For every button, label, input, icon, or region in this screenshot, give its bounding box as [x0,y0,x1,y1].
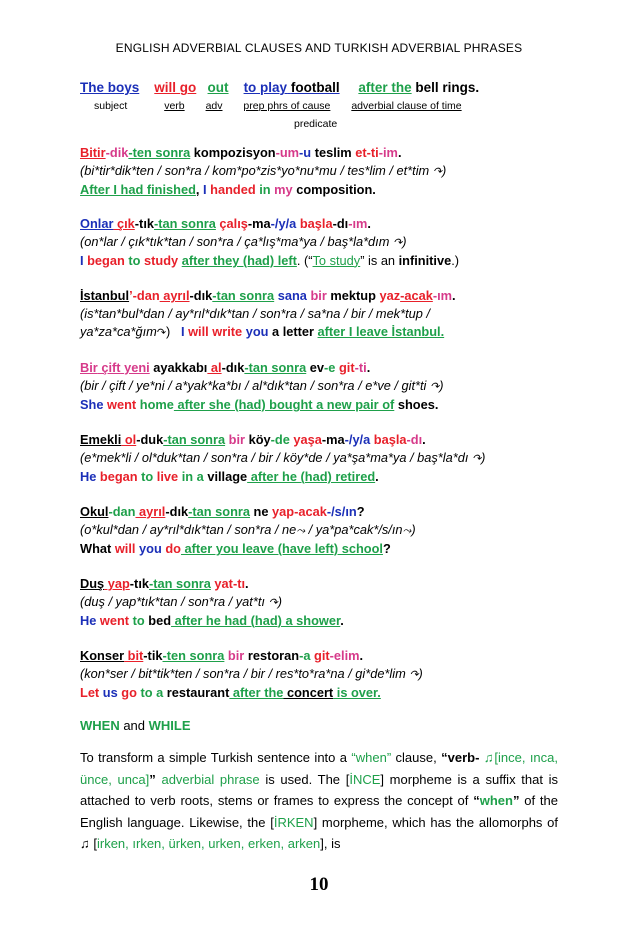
ex5-english: He began to live in a village after he (had) retired. [80,469,379,484]
ex6-turkish: Okul-dan ayrıl-dık-tan sonra ne yap-acak-/s/ın? [80,504,365,519]
ex3-turkish: İstanbul’-dan ayrıl-dık-tan sonra sana bir mektup yaz-acak-ım. [80,288,456,303]
intonation-icon: ↷ [429,381,440,393]
example-2 [80,215,570,270]
page-header: ENGLISH ADVERBIAL CLAUSES AND TURKISH ADVERBIAL PHRASES [115,41,523,55]
ex5-pronunciation: (e*mek*li / ol*duk*tan / son*ra / bir / köy*de / ya*şa*ma*ya / baş*la*dı ↷) [80,449,570,468]
ex8-english: Let us go to a restaurant after the concert is over. [80,685,381,700]
heading-while: WHILE [148,718,191,733]
ex4-turkish: Bir çift yeni ayakkabı al-dık-tan sonra ev-e git-ti. [80,360,371,375]
ex2-pronunciation: (on*lar / çık*tık*tan / son*ra / ça*lış*ma*ya / baş*la*dım ↷) [80,233,570,252]
example-6 [80,503,570,558]
role-clause: adverbial clause of time [351,100,462,112]
example-4 [80,359,570,414]
intonation-icon: ↷ [471,453,482,465]
intonation-icon: ↷ [409,669,419,681]
ex8-pronunciation: (kon*ser / bit*tik*ten / son*ra / bir / res*to*ra*na / gi*de*lim ↷) [80,665,570,684]
intonation-icon: ↷ [392,237,403,249]
intro-sentence [80,79,570,133]
intonation-icon: ↷ [268,597,278,609]
intonation-icon: ↷ [432,166,442,178]
example-7 [80,575,570,630]
example-5 [80,431,570,486]
role-adv: adv [205,100,223,112]
intro-subject: The boys [80,80,140,95]
ex3-pronunciation-1: (is*tan*bul*dan / ay*rıl*dık*tan / son*ra / sa*na / bir / mek*tup / [80,306,430,321]
ex8-turkish: Konser bit-tik-ten sonra bir restoran-a git-elim. [80,648,364,663]
ex2-turkish: Onlar çık-tık-tan sonra çalış-ma-/y/a başla-dı-ım. [80,216,371,231]
ex4-english: She went home after she (had) bought a new pair of shoes. [80,397,439,412]
example-3 [80,287,570,342]
ex1-english: After I had finished, I handed in my composition. [80,182,376,197]
role-predicate: predicate [294,118,338,130]
intro-clause: after the bell rings. [358,80,480,95]
role-cause: prep phrs of cause [243,100,331,112]
example-8 [80,647,570,702]
role-verb: verb [164,100,185,112]
section-heading: WHEN and WHILE [80,718,191,733]
ex2-english: I began to study after they (had) left. (“To study” is an infinitive.) [80,253,460,268]
ex4-pronunciation: (bir / çift / ye*ni / a*yak*ka*bı / al*dık*tan / son*ra / e*ve / git*ti ↷) [80,377,570,396]
ex1-turkish: Bitir-dik-ten sonra kompozisyon-um-u teslim et-ti-im. [80,145,402,160]
ex3-pronunciation-2: ya*za*ca*ğım [80,324,157,339]
heading-when: WHEN [80,718,120,733]
role-subject: subject [94,100,128,112]
body-paragraph: To transform a simple Turkish sentence into a “when” clause, “verb- ♫[ince, ınca, ünce, unca]” adverbial phrase is used. The [İNCE] morpheme is a suffix that is attached to verb roots, stems or frames to express the concept of “when” of the English language. Likewise, the [İRKEN] morpheme, which has the allomorphs of ♫ [irken, ırken, ürken, urken, erken, arken], is [80,750,559,851]
intro-cause: to play football [243,80,340,95]
ex6-english: What will you do after you leave (have left) school? [80,541,391,556]
intonation-icon: ↷ [156,327,167,339]
ex3-english: ya*za*ca*ğım↷) I will write you a letter after I leave İstanbul. [80,323,570,342]
intro-verb: will go [154,80,197,95]
ex7-english: He went to bed after he had (had) a shower. [80,613,344,628]
example-1 [80,144,570,199]
ex7-turkish: Duş yap-tık-tan sonra yat-tı. [80,576,249,591]
intro-adv: out [207,80,229,95]
page-number: 10 [309,874,329,895]
ex6-pronunciation: (o*kul*dan / ay*rıl*dık*tan / son*ra / ne⤳ / ya*pa*cak*/s/ın⤳) [80,521,570,540]
ex1-pronunciation: (bi*tir*dik*ten / son*ra / kom*po*zis*yo*nu*mu / tes*lim / et*tim ↷) [80,162,570,181]
wave-icon: ⤳ [296,525,306,537]
ex7-pronunciation: (duş / yap*tık*tan / son*ra / yat*tı ↷) [80,593,570,612]
wave-icon: ⤳ [402,525,412,537]
ex5-turkish: Emekli ol-duk-tan sonra bir köy-de yaşa-ma-/y/a başla-dı. [80,432,426,447]
